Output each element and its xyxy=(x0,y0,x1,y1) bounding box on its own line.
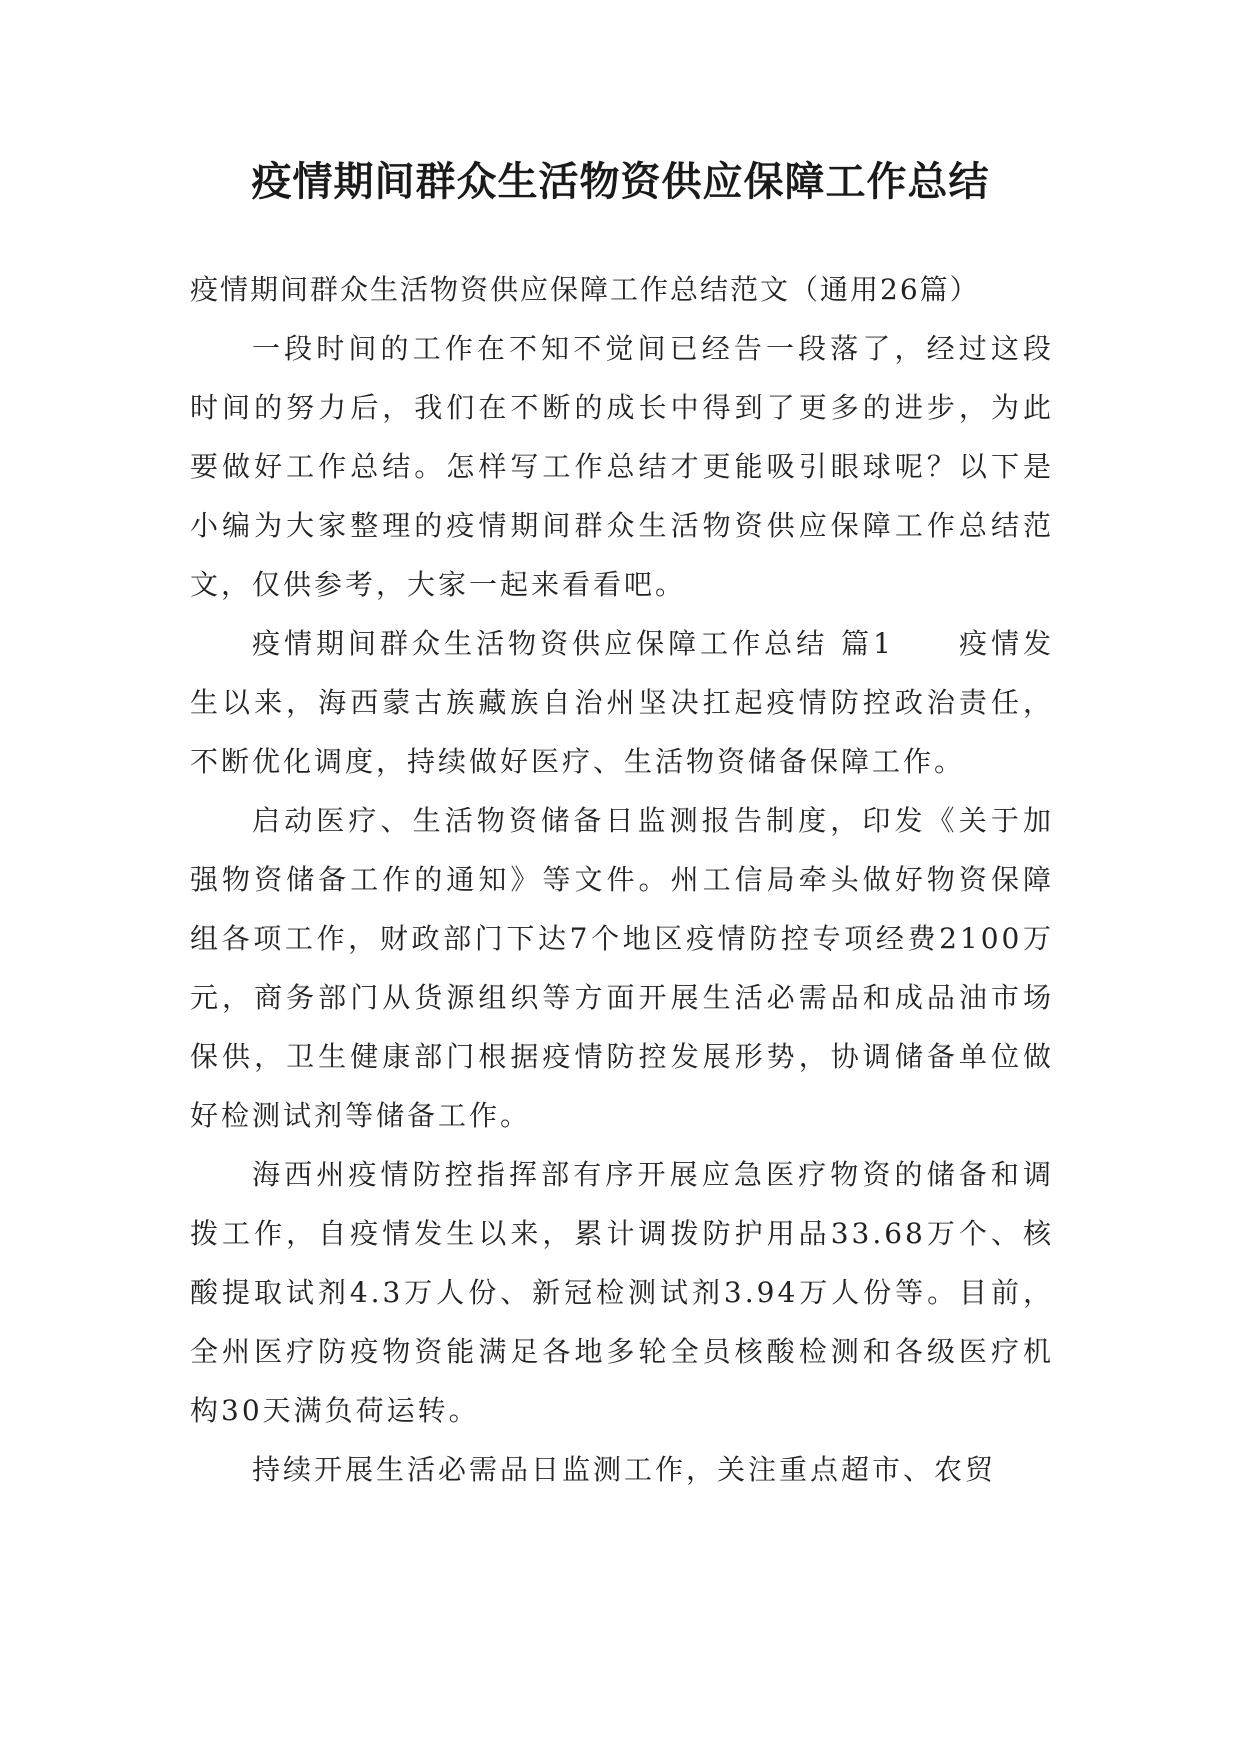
paragraph-medical-supplies: 海西州疫情防控指挥部有序开展应急医疗物资的储备和调拨工作，自疫情发生以来，累计调拨防护用品33.68万个、核酸提取试剂4.3万人份、新冠检测试剂3.94万人份等。目前，全州医疗防疫物资能满足各地多轮全员核酸检测和各级医疗机构30天满负荷运转。 xyxy=(190,1158,1054,1427)
paragraph-daily-monitoring: 持续开展生活必需品日监测工作，关注重点超市、农贸 xyxy=(252,1453,997,1486)
document-title: 疫情期间群众生活物资供应保障工作总结 xyxy=(251,159,990,205)
paragraph-section-1: 疫情期间群众生活物资供应保障工作总结 篇1 疫情发生以来，海西蒙古族藏族自治州坚决扛起疫情防控政治责任，不断优化调度，持续做好医疗、生活物资储备保障工作。 xyxy=(190,627,1054,778)
document-subtitle: 疫情期间群众生活物资供应保障工作总结范文（通用26篇） xyxy=(190,273,980,306)
document-body xyxy=(190,260,1054,1499)
paragraph-intro: 一段时间的工作在不知不觉间已经告一段落了，经过这段时间的努力后，我们在不断的成长中得到了更多的进步，为此要做好工作总结。怎样写工作总结才更能吸引眼球呢？以下是小编为大家整理的疫情期间群众生活物资供应保障工作总结范文，仅供参考，大家一起来看看吧。 xyxy=(190,332,1054,601)
paragraph-reserve-system: 启动医疗、生活物资储备日监测报告制度，印发《关于加强物资储备工作的通知》等文件。州工信局牵头做好物资保障组各项工作，财政部门下达7个地区疫情防控专项经费2100万元，商务部门从货源组织等方面开展生活必需品和成品油市场保供，卫生健康部门根据疫情防控发展形势，协调储备单位做好检测试剂等储备工作。 xyxy=(190,804,1054,1132)
